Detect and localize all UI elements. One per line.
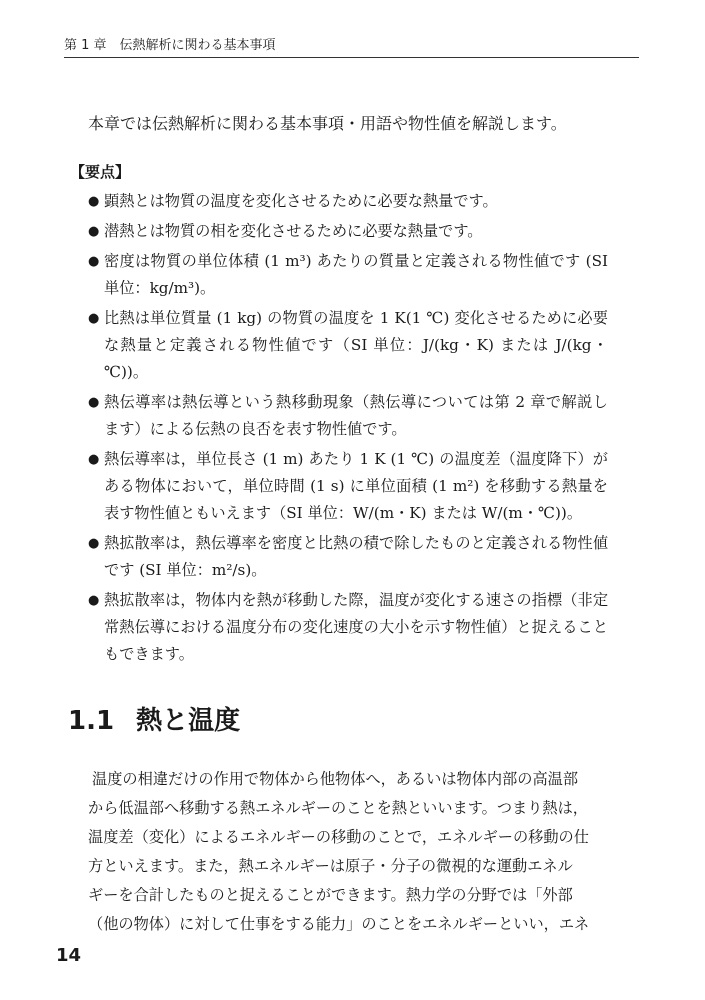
running-header: 第 1 章 伝熱解析に関わる基本事項 <box>64 34 639 58</box>
key-point-text: 密度は物質の単位体積 (1 m³) あたりの質量と定義される物性値です (SI 単位：kg/m³)。 <box>104 252 608 297</box>
key-point-text: 熱拡散率は，物体内を熱が移動した際，温度が変化する速さの指標（非定常熱伝導における温度分布の変化速度の大小を示す物性値）と捉えることもできます。 <box>104 591 608 663</box>
key-point-text: 熱伝導率は熱伝導という熱移動現象（熱伝導については第 2 章で解説します）による伝熱の良否を表す物性値です。 <box>104 393 608 438</box>
bullet-icon: ● <box>88 311 100 326</box>
key-point-item <box>88 446 608 527</box>
key-point-item <box>88 248 608 302</box>
key-point-text: 顕熱とは物質の温度を変化させるために必要な熱量です。 <box>104 192 498 210</box>
key-points-list <box>88 188 608 671</box>
body-line: （他の物体）に対して仕事をする能力」のことをエネルギーといい，エネ <box>88 915 590 933</box>
key-point-item <box>88 389 608 443</box>
key-point-item <box>88 188 608 215</box>
key-point-item <box>88 305 608 386</box>
bullet-icon: ● <box>88 593 100 608</box>
bullet-icon: ● <box>88 452 100 467</box>
bullet-icon: ● <box>88 536 100 551</box>
key-point-text: 潜熱とは物質の相を変化させるために必要な熱量です。 <box>104 222 483 240</box>
key-point-item <box>88 530 608 584</box>
body-paragraph <box>88 765 628 939</box>
bullet-icon: ● <box>88 395 100 410</box>
body-line: から低温部へ移動する熱エネルギーのことを熱といいます。つまり熱は， <box>88 799 588 817</box>
bullet-icon: ● <box>88 194 100 209</box>
key-point-text: 熱拡散率は，熱伝導率を密度と比熱の積で除したものと定義される物性値です (SI 単位：m²/s)。 <box>104 534 608 579</box>
page-number: 14 <box>56 945 82 966</box>
section-title: 熱と温度 <box>136 706 241 736</box>
bullet-icon: ● <box>88 254 100 269</box>
intro-paragraph: 本章では伝熱解析に関わる基本事項・用語や物性値を解説します。 <box>88 114 567 133</box>
body-line: ギーを合計したものと捉えることができます。熱力学の分野では「外部 <box>88 886 573 904</box>
key-point-item <box>88 587 608 668</box>
section-number: 1.1 <box>68 706 115 736</box>
key-point-text: 比熱は単位質量 (1 kg) の物質の温度を 1 K(1 ℃) 変化させるために必要な熱量と定義される物性値です（SI 単位：J/(kg・K) または J/(kg・℃))。 <box>104 309 608 381</box>
key-points-title: 【要点】 <box>70 163 131 181</box>
section-heading <box>68 703 240 739</box>
key-point-text: 熱伝導率は，単位長さ (1 m) あたり 1 K (1 ℃) の温度差（温度降下）がある物体において，単位時間 (1 s) に単位面積 (1 m²) を移動する熱量を表す物性値ともいえます（SI 単位：W/(m・K) または W/(m・℃))。 <box>104 450 608 522</box>
body-line: 温度差（変化）によるエネルギーの移動のことで，エネルギーの移動の仕 <box>88 828 589 846</box>
key-point-item <box>88 218 608 245</box>
body-line: 方といえます。また，熱エネルギーは原子・分子の微視的な運動エネル <box>88 857 573 875</box>
bullet-icon: ● <box>88 224 100 239</box>
body-line: 温度の相違だけの作用で物体から他物体へ，あるいは物体内部の高温部 <box>92 770 578 788</box>
